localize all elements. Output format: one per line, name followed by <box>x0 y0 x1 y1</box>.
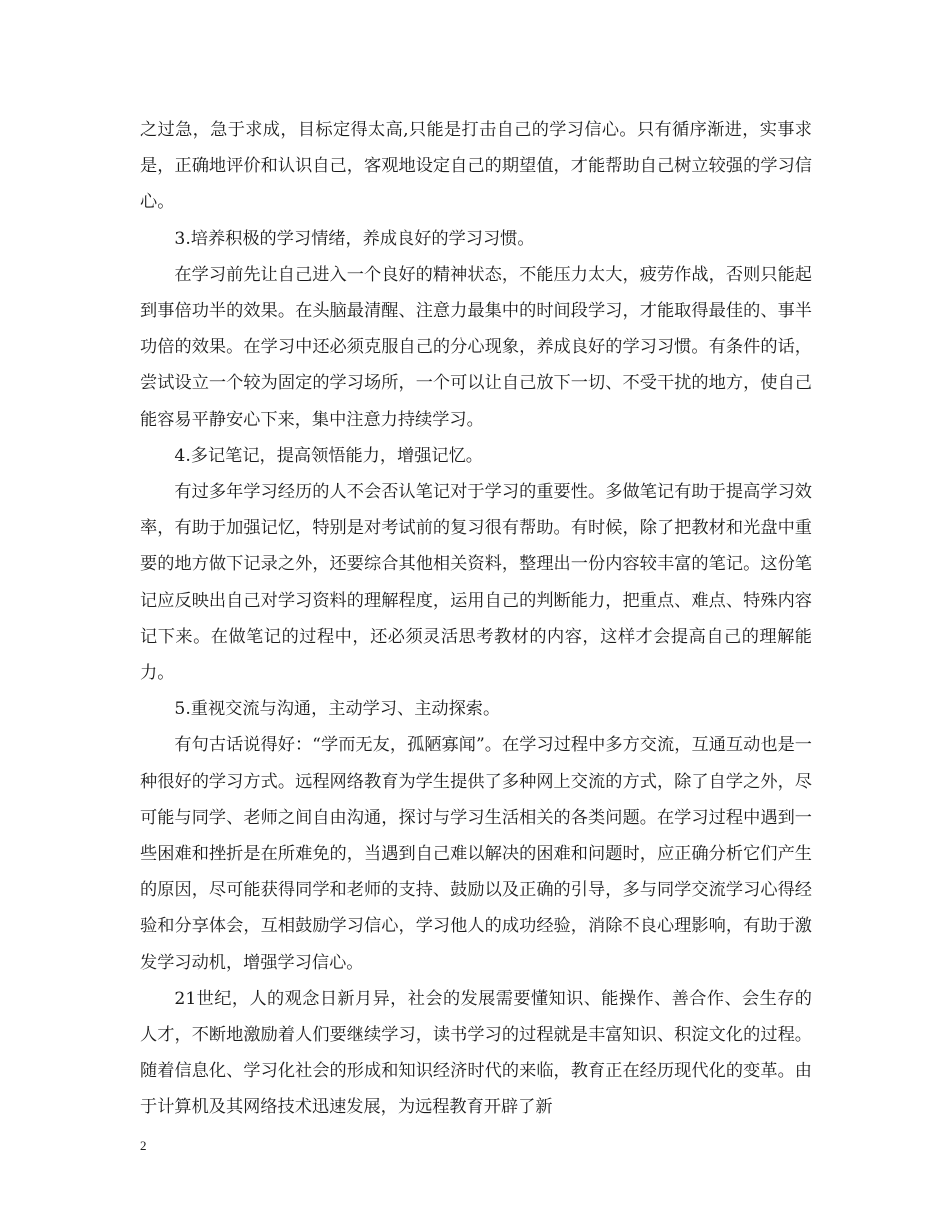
section-heading-4: 4.多记笔记，提高领悟能力，增强记忆。 <box>174 445 483 466</box>
paragraph-continued: 之过急，急于求成，目标定得太高,只能是打击自己的学习信心。只有循序渐进，实事求是，正确地评价和认识自己，客观地设定自己的期望值，才能帮助自己树立较强的学习信心。 <box>140 120 812 213</box>
paragraph-study-mood: 在学习前先让自己进入一个良好的精神状态，不能压力太大，疲劳作战，否则只能起到事倍功半的效果。在头脑最清醒、注意力最集中的时间段学习，才能取得最佳的、事半功倍的效果。在学习中还必须克服自己的分心现象，养成良好的学习习惯。有条件的话，尝试设立一个较为固定的学习场所，一个可以让自己放下一切、不受干扰的地方，使自己能容易平静安心下来，集中注意力持续学习。 <box>140 264 812 430</box>
section-heading-3: 3.培养积极的学习情绪，养成良好的学习习惯。 <box>174 228 535 249</box>
paragraph-communication: 有句古话说得好：“学而无友，孤陋寡闻”。在学习过程中多方交流，互通互动也是一种很好的学习方式。远程网络教育为学生提供了多种网上交流的方式，除了自学之外，尽可能与同学、老师之间自由沟通，探讨与学习生活相关的各类问题。在学习过程中遇到一些困难和挫折是在所难免的，当遇到自己难以解决的困难和问题时，应正确分析它们产生的原因，尽可能获得同学和老师的支持、鼓励以及正确的引导，多与同学交流学习心得经验和分享体会，互相鼓励学习信心，学习他人的成功经验，消除不良心理影响，有助于激发学习动机，增强学习信心。 <box>140 735 812 973</box>
paragraph-note-taking: 有过多年学习经历的人不会否认笔记对于学习的重要性。多做笔记有助于提高学习效率，有助于加强记忆，特别是对考试前的复习很有帮助。有时候，除了把教材和光盘中重要的地方做下记录之外，还要综合其他相关资料，整理出一份内容较丰富的笔记。这份笔记应反映出自己对学习资料的理解程度，运用自己的判断能力，把重点、难点、特殊内容记下来。在做笔记的过程中，还必须灵活思考教材的内容，这样才会提高自己的理解能力。 <box>140 482 812 684</box>
section-heading-5: 5.重视交流与沟通，主动学习、主动探索。 <box>174 699 501 720</box>
paragraph-21st-century: 21世纪，人的观念日新月异，社会的发展需要懂知识、能操作、善合作、会生存的人才，不断地激励着人们要继续学习，读书学习的过程就是丰富知识、积淀文化的过程。随着信息化、学习化社会的形成和知识经济时代的来临，教育正在经历现代化的变革。由于计算机及其网络技术迅速发展，为远程教育开辟了新 <box>140 988 812 1118</box>
document-page <box>140 112 812 1126</box>
page-number: 2 <box>140 1138 147 1153</box>
